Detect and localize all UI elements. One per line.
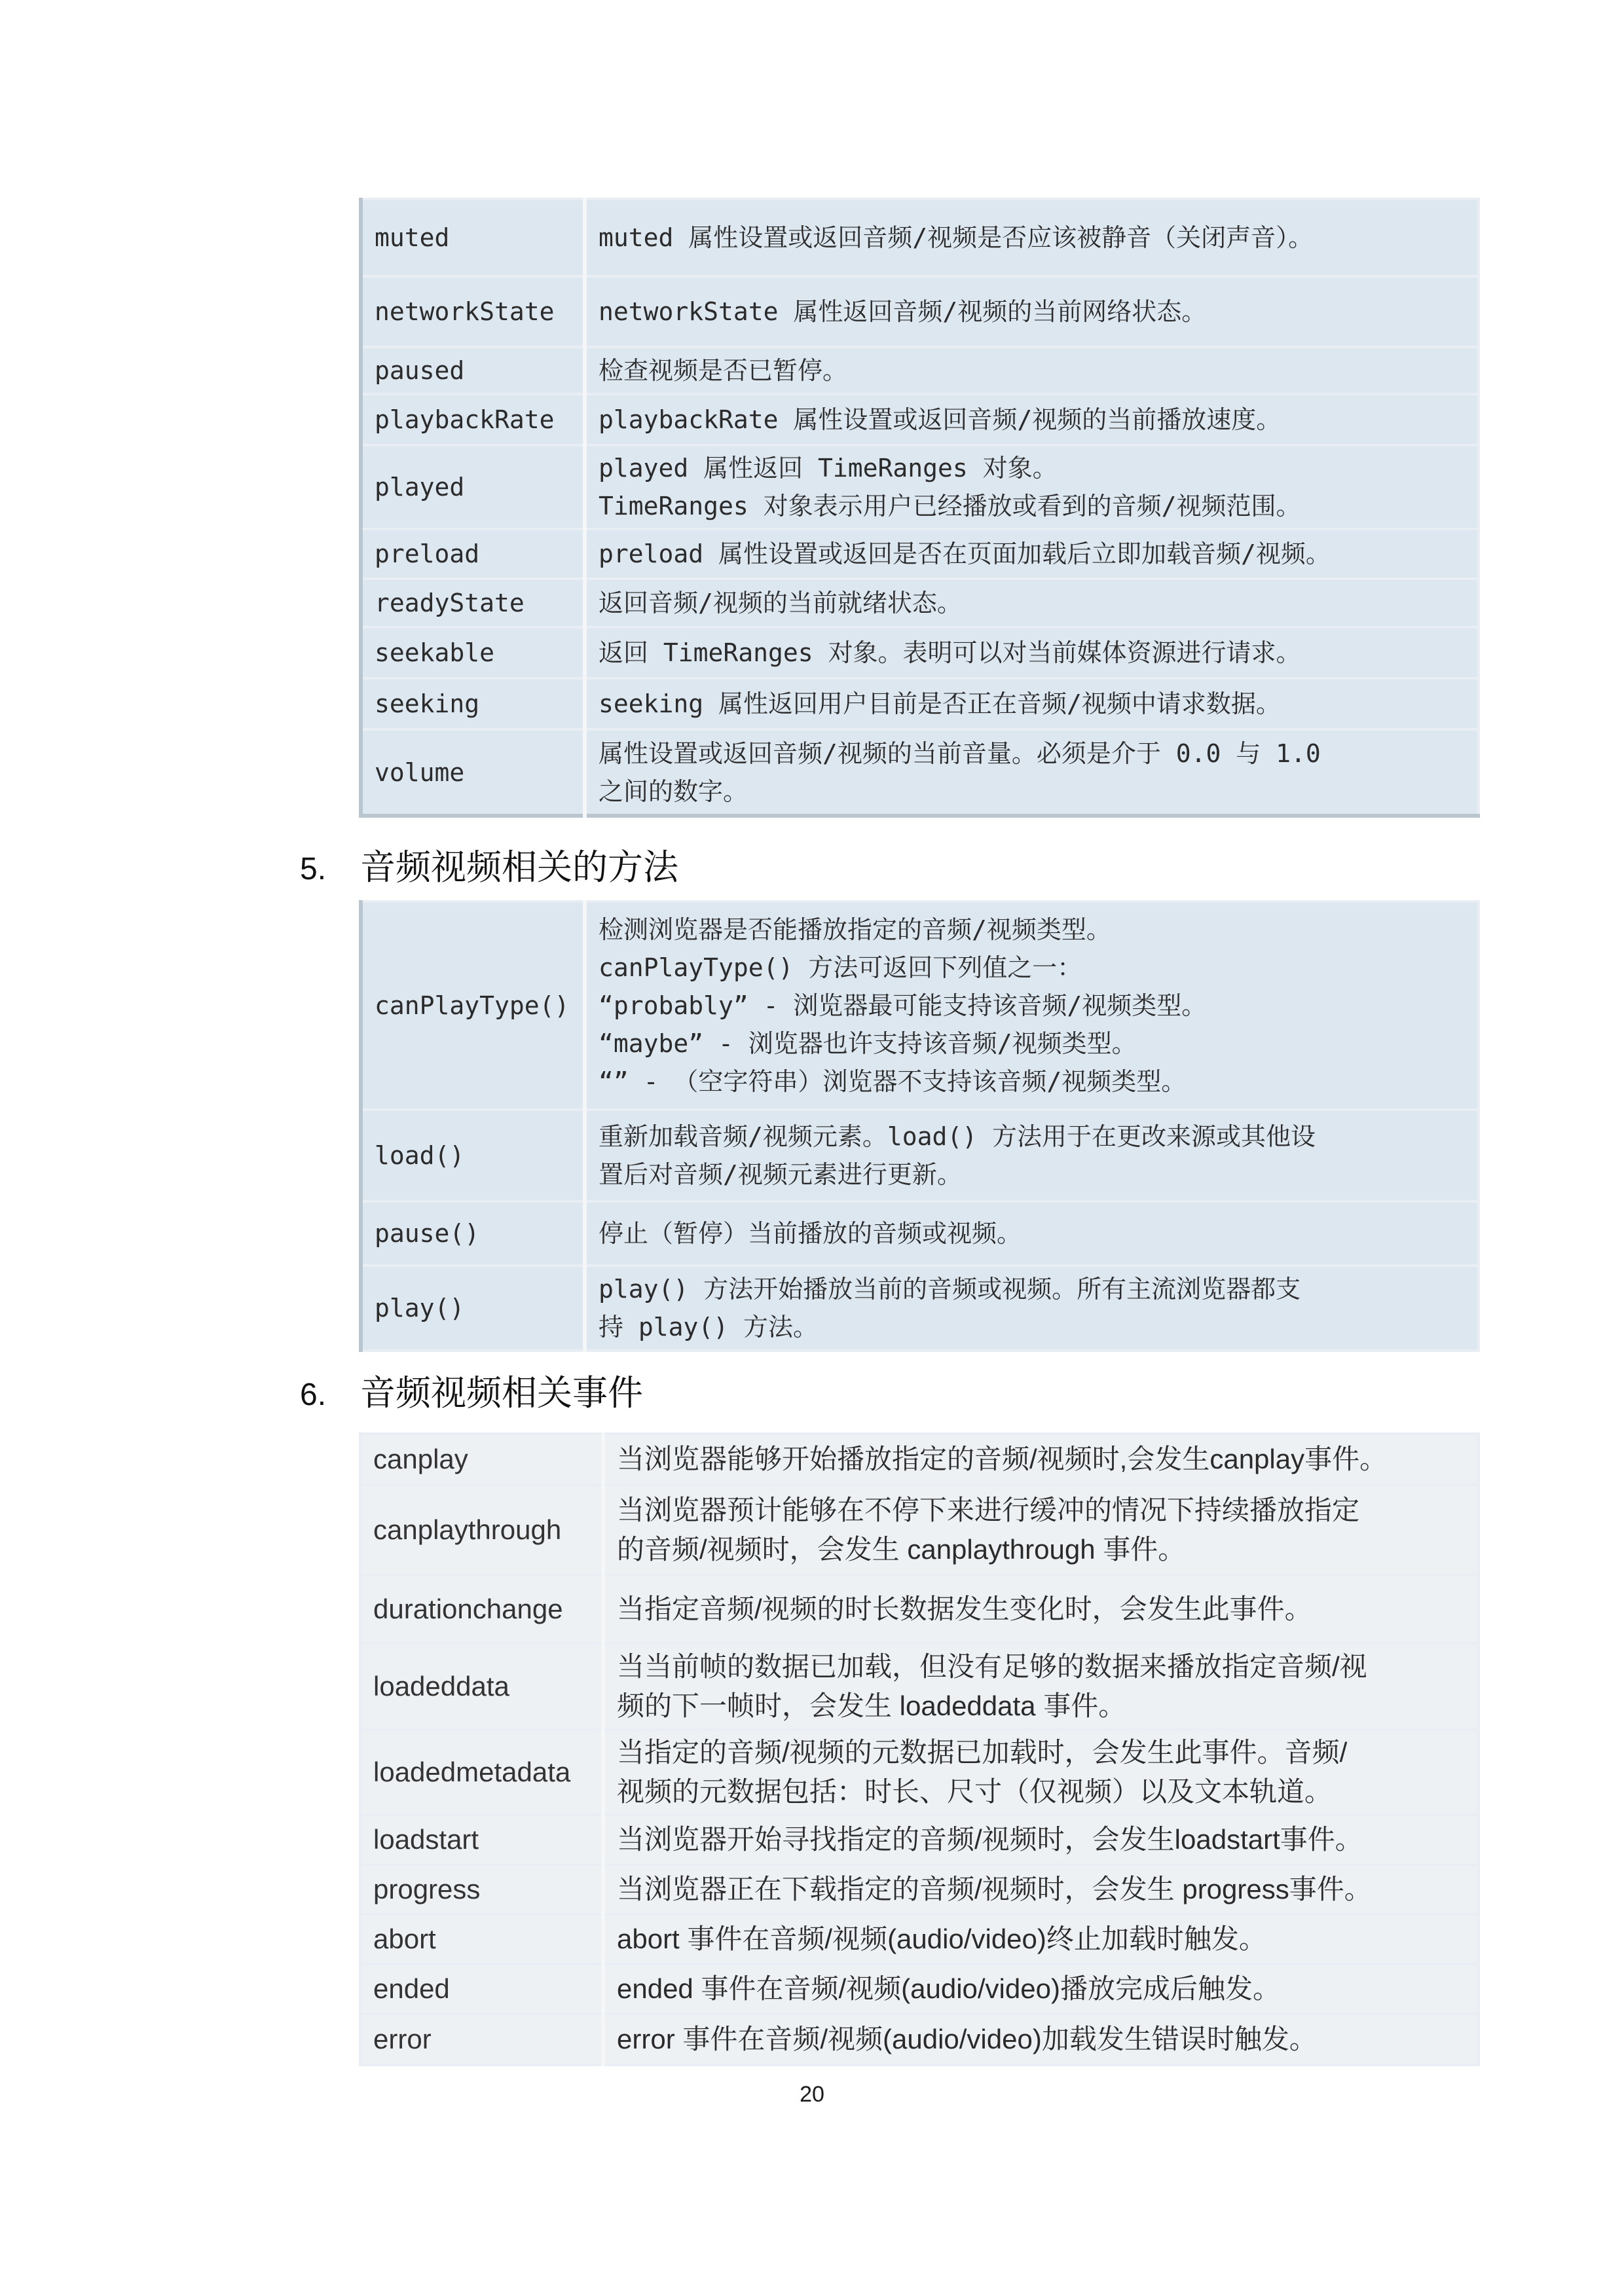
- property-name: preload: [361, 529, 585, 579]
- property-desc: networkState 属性返回音频/视频的当前网络状态。: [585, 276, 1479, 347]
- table-row: [361, 529, 1479, 579]
- section-title: 音频视频相关的方法: [360, 848, 678, 887]
- event-desc: 当指定音频/视频的时长数据发生变化时，会发生此事件。: [603, 1575, 1479, 1643]
- section-number: 5.: [300, 852, 327, 886]
- table-row: [360, 1730, 1479, 1815]
- event-desc: 当指定的音频/视频的元数据已加载时，会发生此事件。音频/ 视频的元数据包括：时长、尺寸（仅视频）以及文本轨道。: [603, 1730, 1479, 1815]
- event-name: error: [360, 2014, 603, 2065]
- table-row: [360, 1643, 1479, 1730]
- table-row: [361, 394, 1479, 445]
- event-desc: abort 事件在音频/视频(audio/video)终止加载时触发。: [603, 1914, 1479, 1964]
- table-row: [361, 1201, 1479, 1266]
- method-name: load(): [361, 1110, 585, 1201]
- table-row: [360, 1865, 1479, 1914]
- method-desc: 停止（暂停）当前播放的音频或视频。: [585, 1201, 1479, 1266]
- event-name: progress: [360, 1865, 603, 1914]
- table-row: [361, 627, 1479, 678]
- table-row: [361, 347, 1479, 394]
- method-name: play(): [361, 1266, 585, 1351]
- property-desc: seeking 属性返回用户目前是否正在音频/视频中请求数据。: [585, 678, 1479, 729]
- event-desc: 当浏览器正在下载指定的音频/视频时，会发生 progress事件。: [603, 1865, 1479, 1914]
- event-name: durationchange: [360, 1575, 603, 1643]
- events-table: [359, 1432, 1480, 2066]
- event-desc: error 事件在音频/视频(audio/video)加载发生错误时触发。: [603, 2014, 1479, 2065]
- table-row: [360, 1485, 1479, 1575]
- event-name: loadstart: [360, 1815, 603, 1865]
- methods-table: [359, 900, 1480, 1352]
- property-desc: 返回音频/视频的当前就绪状态。: [585, 579, 1479, 627]
- table-row: [360, 1964, 1479, 2014]
- property-desc: preload 属性设置或返回是否在页面加载后立即加载音频/视频。: [585, 529, 1479, 579]
- table-row: [361, 729, 1479, 816]
- table-row: [361, 445, 1479, 529]
- properties-table: [359, 198, 1480, 818]
- section-title: 音频视频相关事件: [360, 1374, 643, 1413]
- table-row: [361, 1110, 1479, 1201]
- event-name: ended: [360, 1964, 603, 2014]
- event-desc: 当浏览器预计能够在不停下来进行缓冲的情况下持续播放指定 的音频/视频时，会发生 canplaythrough 事件。: [603, 1485, 1479, 1575]
- property-name: played: [361, 445, 585, 529]
- table-row: [361, 678, 1479, 729]
- method-desc: play() 方法开始播放当前的音频或视频。所有主流浏览器都支 持 play() 方法。: [585, 1266, 1479, 1351]
- event-desc: ended 事件在音频/视频(audio/video)播放完成后触发。: [603, 1964, 1479, 2014]
- property-desc: 属性设置或返回音频/视频的当前音量。必须是介于 0.0 与 1.0 之间的数字。: [585, 729, 1479, 816]
- table-row: [360, 1914, 1479, 1964]
- property-name: seekable: [361, 627, 585, 678]
- table-row: [361, 902, 1479, 1110]
- event-desc: 当当前帧的数据已加载，但没有足够的数据来播放指定音频/视 频的下一帧时，会发生 loadeddata 事件。: [603, 1643, 1479, 1730]
- property-name: networkState: [361, 276, 585, 347]
- property-desc: muted 属性设置或返回音频/视频是否应该被静音（关闭声音）。: [585, 199, 1479, 276]
- method-name: canPlayType(): [361, 902, 585, 1110]
- property-desc: 返回 TimeRanges 对象。表明可以对当前媒体资源进行请求。: [585, 627, 1479, 678]
- event-desc: 当浏览器开始寻找指定的音频/视频时，会发生loadstart事件。: [603, 1815, 1479, 1865]
- event-name: loadedmetadata: [360, 1730, 603, 1815]
- table-row: [360, 1575, 1479, 1643]
- table-row: [360, 1434, 1479, 1485]
- table-row: [361, 1266, 1479, 1351]
- method-desc: 检测浏览器是否能播放指定的音频/视频类型。 canPlayType() 方法可返回下列值之一： “probably” - 浏览器最可能支持该音频/视频类型。 “maybe” - 浏览器也许支持该音频/视频类型。 “” - （空字符串）浏览器不支持该音频/视频类型。: [585, 902, 1479, 1110]
- table-row: [360, 2014, 1479, 2065]
- method-name: pause(): [361, 1201, 585, 1266]
- event-name: canplaythrough: [360, 1485, 603, 1575]
- event-name: abort: [360, 1914, 603, 1964]
- event-name: canplay: [360, 1434, 603, 1485]
- event-desc: 当浏览器能够开始播放指定的音频/视频时,会发生canplay事件。: [603, 1434, 1479, 1485]
- property-name: seeking: [361, 678, 585, 729]
- property-name: paused: [361, 347, 585, 394]
- section-heading-methods: [300, 839, 678, 890]
- method-desc: 重新加载音频/视频元素。load() 方法用于在更改来源或其他设 置后对音频/视频元素进行更新。: [585, 1110, 1479, 1201]
- property-name: readyState: [361, 579, 585, 627]
- property-name: muted: [361, 199, 585, 276]
- property-desc: 检查视频是否已暂停。: [585, 347, 1479, 394]
- table-row: [361, 276, 1479, 347]
- table-row: [360, 1815, 1479, 1865]
- section-number: 6.: [300, 1377, 327, 1412]
- property-desc: played 属性返回 TimeRanges 对象。 TimeRanges 对象表示用户已经播放或看到的音频/视频范围。: [585, 445, 1479, 529]
- property-name: playbackRate: [361, 394, 585, 445]
- table-row: [361, 199, 1479, 276]
- section-heading-events: [300, 1365, 643, 1415]
- page-number: 20: [800, 2082, 824, 2107]
- event-name: loadeddata: [360, 1643, 603, 1730]
- property-name: volume: [361, 729, 585, 816]
- property-desc: playbackRate 属性设置或返回音频/视频的当前播放速度。: [585, 394, 1479, 445]
- table-row: [361, 579, 1479, 627]
